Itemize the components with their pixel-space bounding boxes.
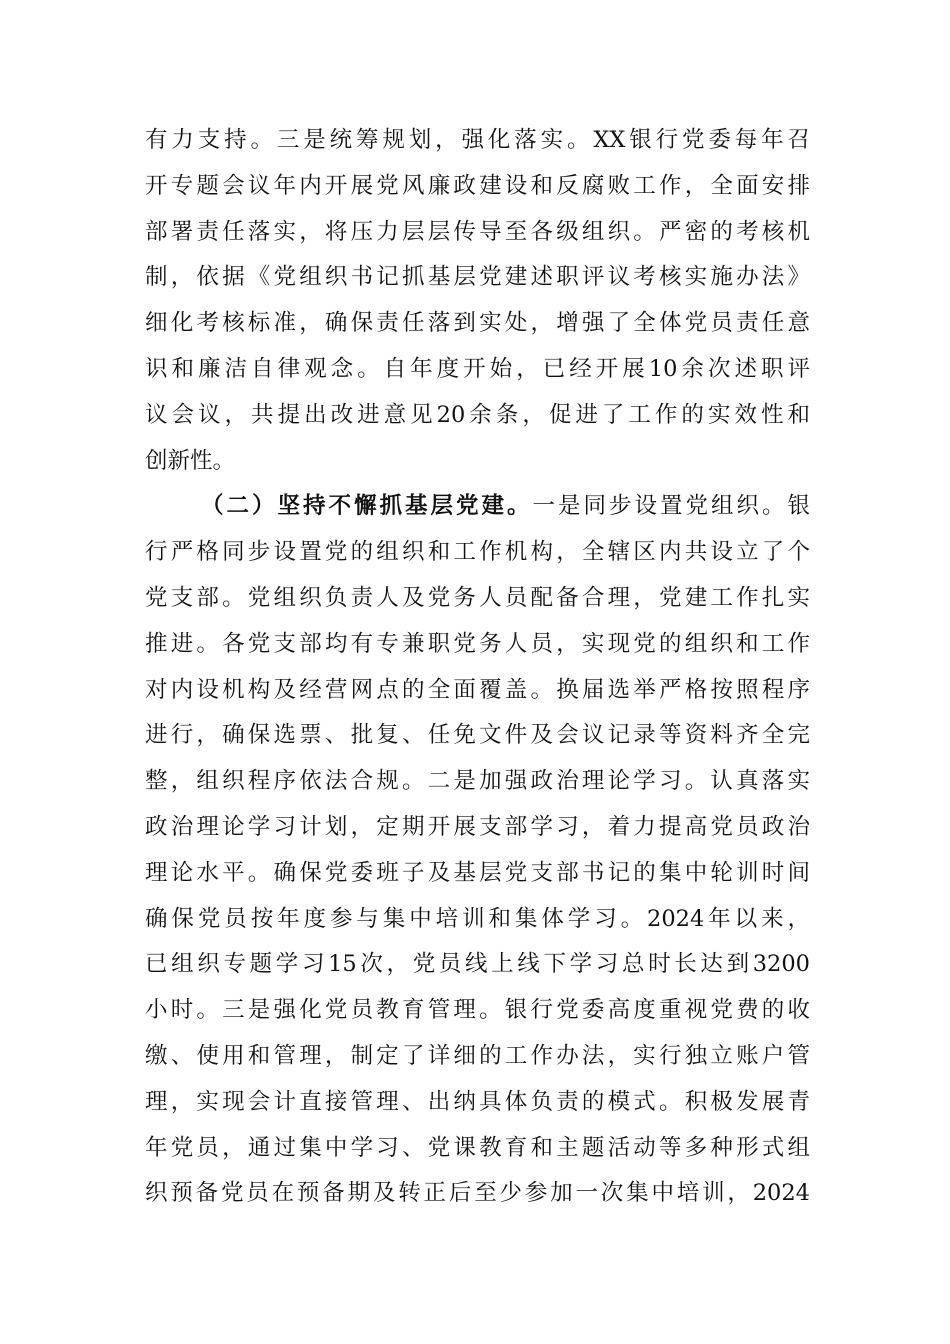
text-line: 对内设机构及经营网点的全面覆盖。换届选举严格按照程序 [145,676,810,703]
text-line: 行严格同步设置党的组织和工作机构，全辖区内共设立了个 [145,539,810,566]
text-line: 推进。各党支部均有专兼职党务人员，实现党的组织和工作 [145,630,810,657]
document-body [145,118,810,1217]
text-line: 识和廉洁自律观念。自年度开始，已经开展10余次述职评 [145,355,810,382]
text-line: 部署责任落实，将压力层层传导至各级组织。严密的考核机 [145,218,810,245]
text-line: 年党员，通过集中学习、党课教育和主题活动等多种形式组 [145,1134,810,1161]
paragraph-1 [145,118,810,484]
text-line: 议会议，共提出改进意见20余条，促进了工作的实效性和 [145,401,810,428]
text-line: 进行，确保选票、批复、任免文件及会议记录等资料齐全完 [145,722,810,749]
text-line: 整，组织程序依法合规。二是加强政治理论学习。认真落实 [145,768,810,795]
text-line: 织预备党员在预备期及转正后至少参加一次集中培训，2024 [145,1180,810,1207]
text-line: 党支部。党组织负责人及党务人员配备合理，党建工作扎实 [145,584,810,611]
text-line: 已组织专题学习15次，党员线上线下学习总时长达到3200 [145,951,810,978]
text-line: 缴、使用和管理，制定了详细的工作办法，实行独立账户管 [145,1042,810,1069]
text-line: 开专题会议年内开展党风廉政建设和反腐败工作，全面安排 [145,172,810,199]
text-line: 确保党员按年度参与集中培训和集体学习。2024年以来， [145,905,810,932]
heading-line-rest: 一是同步设置党组织。银 [532,493,810,520]
text-line: 细化考核标准，确保责任落到实处，增强了全体党员责任意 [145,310,810,337]
text-line: 政治理论学习计划，定期开展支部学习，着力提高党员政治 [145,813,810,840]
paragraph-first-line [145,484,810,530]
paragraph-2 [145,484,810,1217]
text-line: 理论水平。确保党委班子及基层党支部书记的集中轮训时间 [145,859,810,886]
text-line: 创新性。 [145,447,236,474]
text-line: 制，依据《党组织书记抓基层党建述职评议考核实施办法》 [145,264,810,291]
text-line: 小时。三是强化党员教育管理。银行党委高度重视党费的收 [145,997,810,1024]
section-heading: （二）坚持不懈抓基层党建。 [201,493,533,520]
text-line: 理，实现会计直接管理、出纳具体负责的模式。积极发展青 [145,1088,810,1115]
text-line: 有力支持。三是统筹规划，强化落实。XX银行党委每年召 [145,127,810,153]
